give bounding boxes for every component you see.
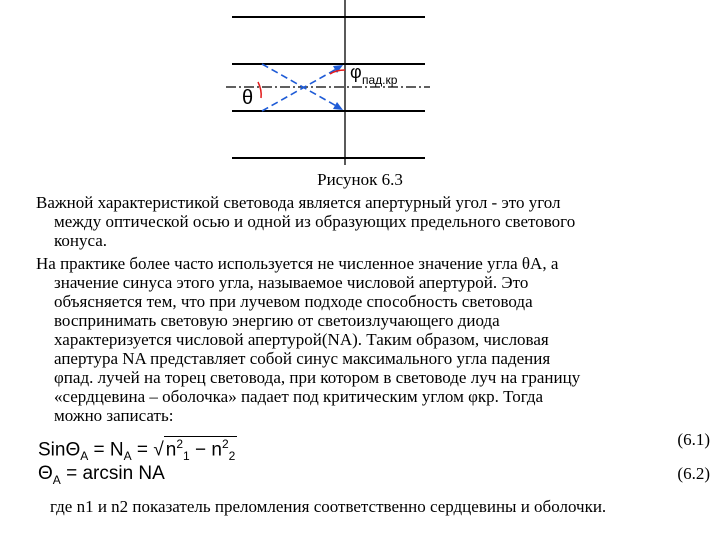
paragraph-line: конуса. xyxy=(54,231,108,250)
paragraph-line: воспринимать световую энергию от светоизлучающего диода xyxy=(54,311,500,330)
formula-superscript: 2 xyxy=(176,437,184,451)
ray-reflected xyxy=(262,67,340,111)
sqrt-sign: √ xyxy=(153,439,164,461)
radicand xyxy=(164,436,238,463)
formula-text: = N xyxy=(88,439,124,461)
formula-text: SinΘ xyxy=(38,439,81,461)
paragraph-line: можно записать: xyxy=(54,406,174,425)
formula-text: = arcsin NA xyxy=(60,463,165,484)
paragraph-line: φпад. лучей на торец световода, при котором в световоде луч на границу xyxy=(54,368,581,387)
phi-label: φ xyxy=(350,62,362,82)
paragraph-line: между оптической осью и одной из образующих предельного светового xyxy=(54,212,576,231)
paragraph-line: «сердцевина – оболочка» падает под критическим углом φкр. Тогда xyxy=(54,387,544,406)
paragraph-line: На практике более часто используется не численное значение угла θА, а xyxy=(36,254,559,273)
ray-arrow-down xyxy=(333,102,343,110)
ray-incident xyxy=(262,64,340,108)
formula-text: − xyxy=(189,439,212,461)
formula-text: n xyxy=(211,439,222,461)
formula-text: = xyxy=(131,439,154,461)
paragraph-line: Важной характеристикой световода является апертурный угол - это угол xyxy=(36,193,561,212)
paragraph-aperture-definition xyxy=(36,193,696,250)
square-root xyxy=(153,436,237,463)
formula-number-6-2: (6.2) xyxy=(677,464,710,483)
paragraph-line: значение синуса этого угла, называемое числовой апертурой. Это xyxy=(54,273,529,292)
fiber-ray-diagram xyxy=(0,0,720,165)
theta-angle-arc xyxy=(258,82,261,98)
formula-superscript: 2 xyxy=(221,437,229,451)
formula-subscript: 1 xyxy=(183,449,190,464)
formula-aperture-angle xyxy=(38,463,165,487)
paragraph-line: апертура NA представляет собой синус максимального угла падения xyxy=(54,349,551,368)
formula-text: Θ xyxy=(38,463,53,484)
formula-number-6-1: (6.1) xyxy=(677,430,710,449)
paragraph-line: объясняется тем, что при лучевом подходе способность световода xyxy=(54,292,533,311)
phi-sub-label: пад.кр xyxy=(362,73,398,87)
formula-subscript: A xyxy=(123,449,132,464)
paragraph-numerical-aperture xyxy=(36,254,696,425)
formula-subscript: A xyxy=(80,449,89,464)
formula-subscript: A xyxy=(52,472,61,487)
figure-caption: Рисунок 6.3 xyxy=(317,170,403,189)
footer-note: где n1 и n2 показатель преломления соответственно сердцевины и оболочки. xyxy=(50,497,607,516)
formula-subscript: 2 xyxy=(228,449,236,464)
paragraph-line: характеризуется числовой апертурой(NA). Таким образом, числовая xyxy=(54,330,549,349)
formula-numerical-aperture xyxy=(38,436,237,463)
formula-text: n xyxy=(165,439,177,461)
theta-label: θ xyxy=(242,87,254,109)
